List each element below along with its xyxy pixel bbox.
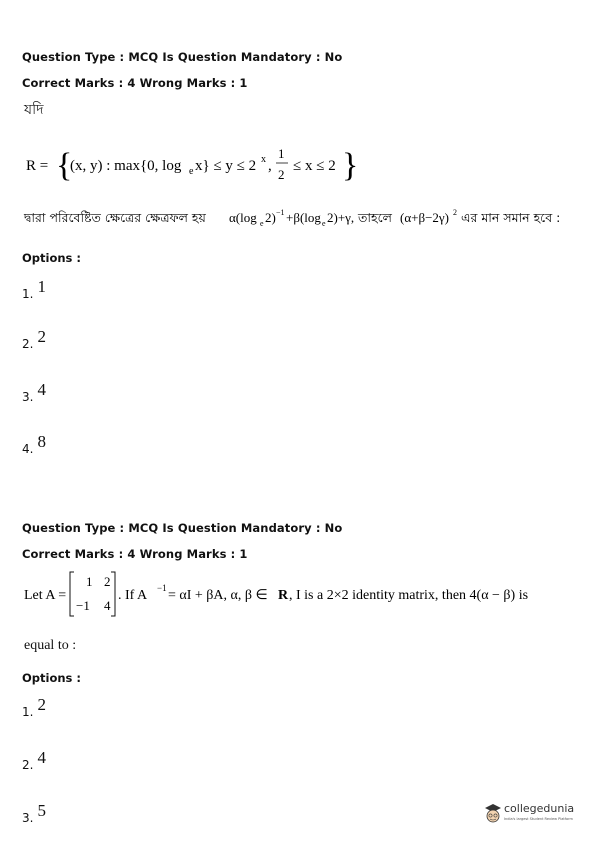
option-number: 3. bbox=[22, 811, 34, 825]
question-1-option-3[interactable] bbox=[22, 380, 46, 406]
svg-text:e: e bbox=[189, 166, 194, 177]
svg-text:2: 2 bbox=[278, 167, 285, 182]
graduate-mascot-icon bbox=[484, 802, 502, 826]
svg-text:e: e bbox=[322, 219, 326, 228]
svg-text:R: R bbox=[278, 588, 289, 603]
question-2-option-2[interactable] bbox=[22, 748, 46, 774]
svg-text:(α+β−2γ): (α+β−2γ) bbox=[400, 210, 449, 225]
svg-text:1: 1 bbox=[278, 146, 285, 161]
option-value: 8 bbox=[37, 432, 46, 451]
svg-text:x} ≤ y ≤ 2: x} ≤ y ≤ 2 bbox=[195, 158, 257, 174]
logo-wordmark: collegedunia bbox=[504, 802, 575, 815]
option-number: 2. bbox=[22, 758, 34, 772]
option-number: 4. bbox=[22, 442, 34, 456]
option-value: 4 bbox=[37, 380, 46, 399]
svg-text:R =: R = bbox=[26, 158, 49, 174]
option-number: 3. bbox=[22, 390, 34, 404]
svg-text:+β(log: +β(log bbox=[286, 210, 321, 225]
option-value: 2 bbox=[37, 695, 46, 714]
svg-text:2): 2) bbox=[265, 210, 276, 225]
question-2-marks: Correct Marks : 4 Wrong Marks : 1 bbox=[22, 547, 248, 561]
question-1-marks: Correct Marks : 4 Wrong Marks : 1 bbox=[22, 76, 248, 90]
svg-text:,: , bbox=[268, 158, 272, 174]
question-1-option-2[interactable] bbox=[22, 327, 46, 353]
logo-tagline: India's largest Student Review Platform bbox=[504, 817, 573, 821]
question-2-option-3[interactable] bbox=[22, 801, 46, 827]
question-2-option-1[interactable] bbox=[22, 695, 46, 721]
svg-text:2)+γ,: 2)+γ, bbox=[327, 210, 355, 225]
option-number: 1. bbox=[22, 287, 34, 301]
svg-text:তাহলে: তাহলে bbox=[358, 210, 392, 225]
svg-text:}: } bbox=[342, 147, 359, 184]
option-value: 1 bbox=[37, 277, 46, 296]
svg-text:−1: −1 bbox=[276, 208, 285, 217]
svg-text:2: 2 bbox=[104, 574, 111, 589]
option-value: 5 bbox=[37, 801, 46, 820]
option-number: 1. bbox=[22, 705, 34, 719]
svg-text:{: { bbox=[56, 147, 73, 184]
question-2-header: Question Type : MCQ Is Question Mandatory : No bbox=[22, 521, 343, 535]
svg-text:−1: −1 bbox=[157, 583, 167, 593]
question-1-options-label: Options : bbox=[22, 251, 81, 265]
question-1-text bbox=[24, 206, 564, 230]
question-2-statement bbox=[24, 568, 529, 620]
option-number: 2. bbox=[22, 337, 34, 351]
svg-text:4: 4 bbox=[104, 598, 111, 613]
svg-text:এর মান সমান হবে :: এর মান সমান হবে : bbox=[461, 210, 561, 225]
svg-text:−1: −1 bbox=[76, 598, 90, 613]
option-value: 4 bbox=[37, 748, 46, 767]
svg-text:. If A: . If A bbox=[118, 588, 148, 603]
svg-text:α(log: α(log bbox=[229, 210, 257, 225]
svg-text:(x, y) : max{0, log: (x, y) : max{0, log bbox=[70, 158, 182, 174]
svg-text:2: 2 bbox=[453, 208, 457, 217]
question-2-continuation: equal to : bbox=[24, 638, 77, 653]
question-2-options-label: Options : bbox=[22, 671, 81, 685]
svg-text:Let A =: Let A = bbox=[24, 588, 67, 603]
svg-text:, I is a 2×2 identity matrix,: , I is a 2×2 identity matrix, then 4(α − β) is bbox=[289, 588, 529, 603]
collegedunia-logo bbox=[484, 800, 584, 830]
svg-text:x: x bbox=[261, 154, 266, 165]
svg-text:e: e bbox=[260, 219, 264, 228]
option-value: 2 bbox=[37, 327, 46, 346]
question-1-option-4[interactable] bbox=[22, 432, 46, 458]
question-1-option-1[interactable] bbox=[22, 277, 46, 303]
svg-text:≤ x ≤ 2: ≤ x ≤ 2 bbox=[293, 158, 336, 174]
svg-text:= αI + βA, α, β ∈: = αI + βA, α, β ∈ bbox=[168, 588, 268, 603]
question-1-header: Question Type : MCQ Is Question Mandatory : No bbox=[22, 50, 343, 64]
question-1-set-equation bbox=[26, 138, 386, 194]
svg-text:1: 1 bbox=[86, 574, 93, 589]
question-1-intro: যদি bbox=[24, 102, 44, 118]
svg-text:দ্বারা পরিবেষ্টিত ক্ষেত্রের ক্: দ্বারা পরিবেষ্টিত ক্ষেত্রের ক্ষেত্রফল হয় bbox=[24, 210, 206, 225]
